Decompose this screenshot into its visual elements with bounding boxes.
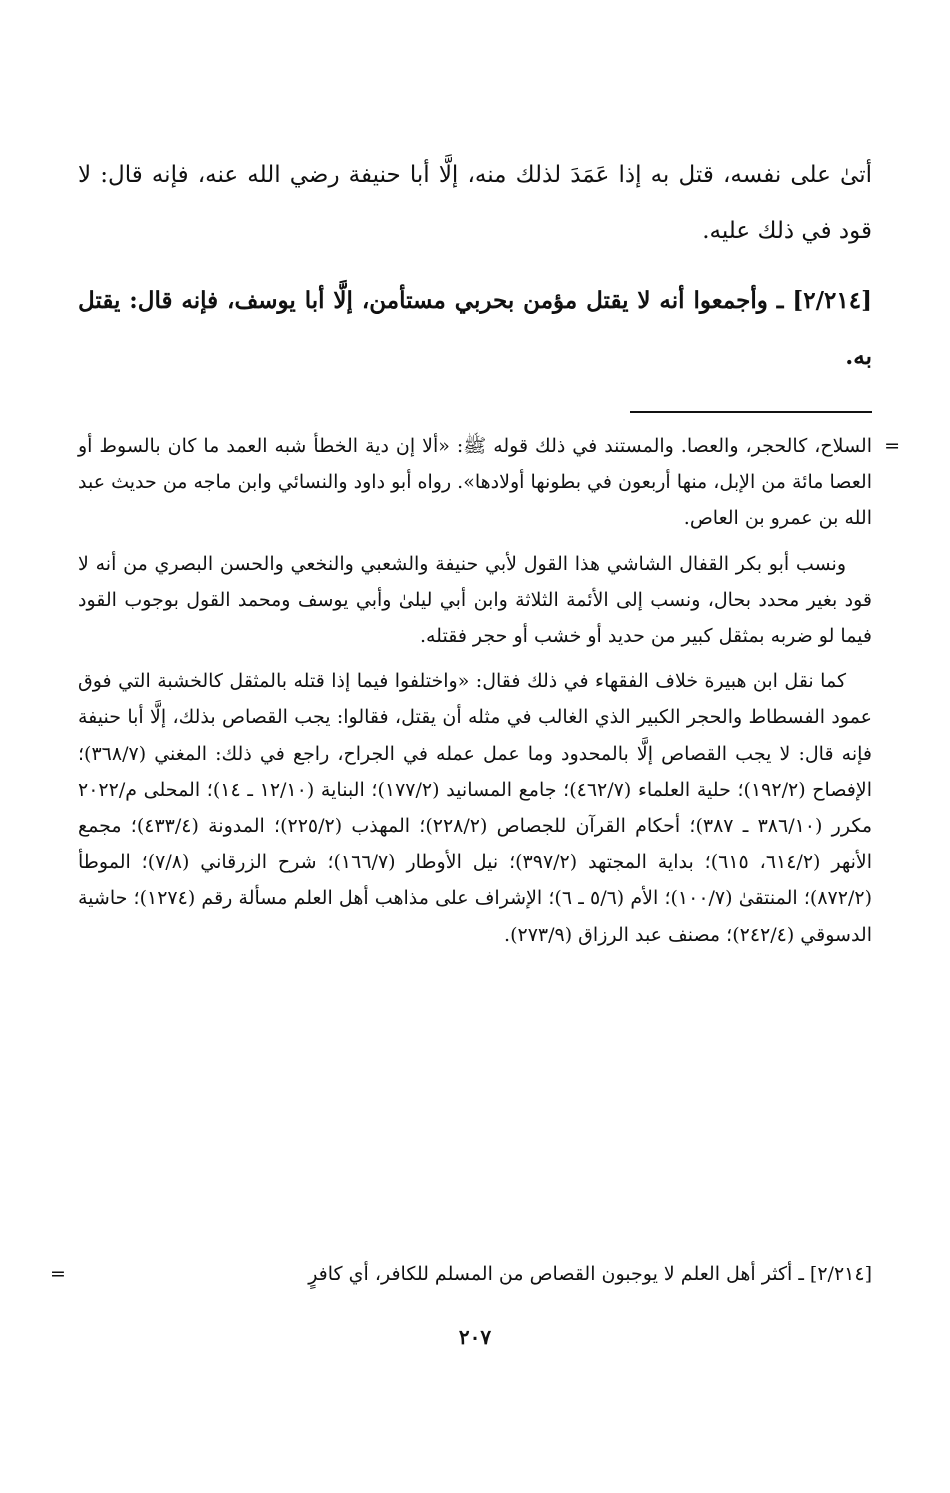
ijma-reference: [٢/٢١٤] ـ	[776, 287, 872, 314]
footnotes	[78, 428, 872, 962]
main-paragraph-2	[78, 273, 872, 385]
footnote-separator	[630, 411, 872, 413]
footnote-paragraph-4: [٢/٢١٤] ـ أكثر أهل العلم لا يوجبون القصاص من المسلم للكافر، أي كافرٍ	[308, 1263, 872, 1285]
main-text	[78, 147, 872, 399]
trailing-continuation-mark: =	[50, 1263, 66, 1285]
main-paragraph-1: أتىٰ على نفسه، قتل به إذا عَمَدَ لذلك منه، إلَّا أبا حنيفة رضي الله عنه، فإنه قال: لا قود في ذلك عليه.	[78, 162, 872, 244]
page-number: ٢٠٧	[458, 1325, 492, 1349]
footnote-paragraph-2: ونسب أبو بكر القفال الشاشي هذا القول لأبي حنيفة والشعبي والنخعي والحسن البصري من أنه لا قود بغير محدد بحال، ونسب إلى الأئمة الثلاثة وابن أبي ليلىٰ وأبي يوسف ومحمد القول بوجوب القود فيما لو ضربه بمثقل كبير من حديد أو خشب أو حجر فقتله.	[78, 552, 872, 648]
continuation-mark: =	[884, 435, 900, 457]
footnote-paragraph-1: السلاح، كالحجر، والعصا. والمستند في ذلك قوله ﷺ: «ألا إن دية الخطأ شبه العمد ما كان بالسوط أو العصا مائة من الإبل، منها أربعون في بطونها أولادها». رواه أبو داود والنسائي وابن ماجه من حديث عبد الله بن عمرو بن العاص.	[78, 435, 872, 530]
footnote-paragraph-3: كما نقل ابن هبيرة خلاف الفقهاء في ذلك فقال: «واختلفوا فيما إذا قتله بالمثقل كالخشبة التي فوق عمود الفسطاط والحجر الكبير الذي الغالب في مثله أن يقتل، فقالوا: يجب القصاص بذلك، إلَّا أبا حنيفة فإنه قال: لا يجب القصاص إلَّا بالمحدود وما عمل عمله في الجراح، راجع في ذلك: المغني (٣٦٨/٧)؛ الإفصاح (١٩٢/٢)؛ حلية العلماء (٤٦٢/٧)؛ جامع المسانيد (١٧٧/٢)؛ البناية (١٢/١٠ ـ ١٤)؛ المحلى م/٢٠٢٢ مكرر (٣٨٦/١٠ ـ ٣٨٧)؛ أحكام القرآن للجصاص (٢٢٨/٢)؛ المهذب (٢٢٥/٢)؛ المدونة (٤٣٣/٤)؛ مجمع الأنهر (٦١٤/٢، ٦١٥)؛ بداية المجتهد (٣٩٧/٢)؛ نيل الأوطار (١٦٦/٧)؛ شرح الزرقاني (٧/٨)؛ الموطأ (٨٧٢/٢)؛ المنتقىٰ (١٠٠/٧)؛ الأم (٥/٦ ـ ٦)؛ الإشراف على مذاهب أهل العلم مسألة رقم (١٢٧٤)؛ حاشية الدسوقي (٢٤٢/٤)؛ مصنف عبد الرزاق (٢٧٣/٩).	[78, 670, 873, 946]
main-paragraph-2-text: وأجمعوا أنه لا يقتل مؤمن بحربي مستأمن، إلَّا أبا يوسف، فإنه قال: يقتل به.	[78, 287, 872, 370]
